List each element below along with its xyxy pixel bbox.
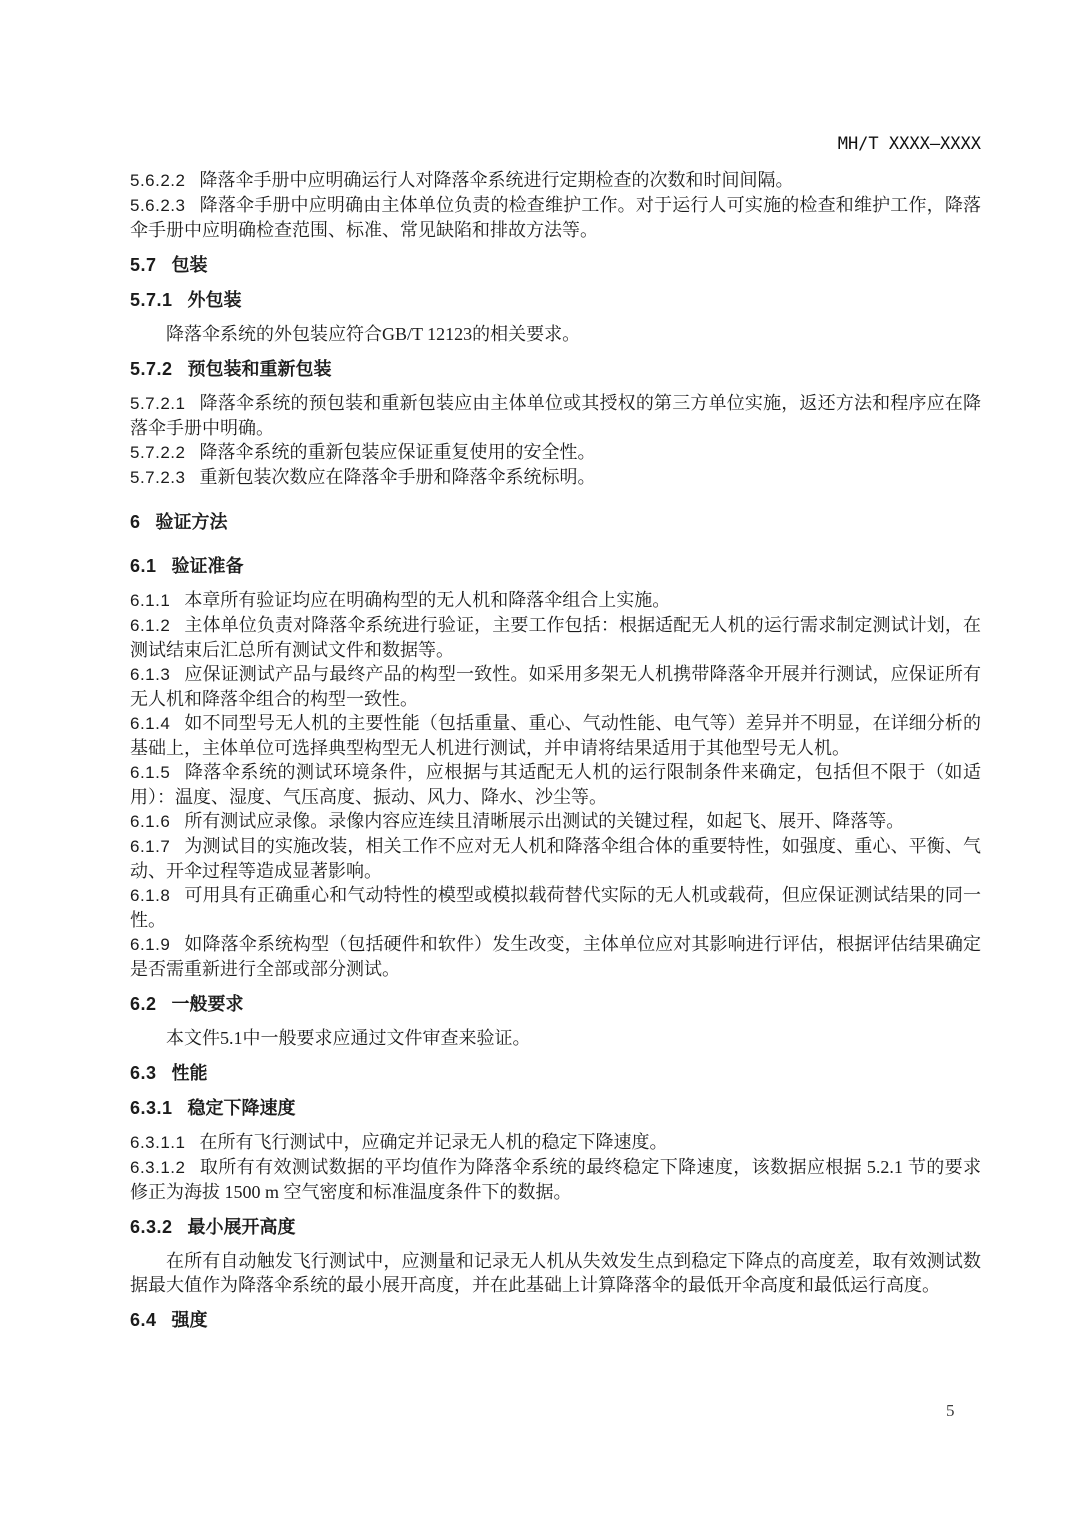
heading-number: 5.7 (130, 255, 157, 275)
clause-paragraph (130, 465, 981, 490)
clause-number: 6.1.2 (130, 616, 171, 635)
section-heading (130, 1096, 981, 1120)
clause-paragraph (130, 193, 981, 242)
heading-title: 包装 (171, 255, 208, 275)
body-paragraph: 在所有自动触发飞行测试中，应测量和记录无人机从失效发生点到稳定下降点的高度差，取有效测试数据最大值作为降落伞系统的最小展开高度，并在此基础上计算降落伞的最低开伞高度和最低运行高度。 (130, 1251, 981, 1295)
clause-number: 6.1.1 (130, 591, 171, 610)
section-heading (130, 1061, 981, 1085)
heading-number: 6.1 (130, 556, 157, 576)
clause-text: 如降落伞系统构型（包括硬件和软件）发生改变，主体单位应对其影响进行评估，根据评估结果确定是否需重新进行全部或部分测试。 (130, 934, 981, 979)
clause-number: 6.1.9 (130, 935, 171, 954)
doc-code-header: MH/T XXXX—XXXX (837, 134, 981, 154)
heading-number: 6 (130, 512, 141, 532)
clause-paragraph (130, 168, 981, 193)
clause-text: 降落伞系统的测试环境条件，应根据与其适配无人机的运行限制条件来确定，包括但不限于（如适用）：温度、湿度、气压高度、振动、风力、降水、沙尘等。 (130, 762, 981, 807)
heading-number: 6.4 (130, 1310, 157, 1330)
clause-number: 5.6.2.2 (130, 171, 186, 190)
clause-number: 6.3.1.2 (130, 1158, 186, 1177)
heading-title: 验证准备 (171, 556, 244, 576)
page-number: 5 (946, 1401, 955, 1420)
heading-title: 预包装和重新包装 (187, 359, 332, 379)
clause-paragraph (130, 711, 981, 760)
clause-text: 为测试目的实施改装，相关工作不应对无人机和降落伞组合体的重要特性，如强度、重心、平衡、气动、开伞过程等造成显著影响。 (130, 836, 981, 881)
heading-number: 6.3.2 (130, 1217, 173, 1237)
clause-text: 重新包装次数应在降落伞手册和降落伞系统标明。 (199, 467, 596, 487)
section-heading (130, 554, 981, 578)
clause-text: 可用具有正确重心和气动特性的模型或模拟载荷替代实际的无人机或载荷，但应保证测试结果的同一性。 (130, 885, 981, 930)
section-heading (130, 357, 981, 381)
clause-text: 降落伞系统的重新包装应保证重复使用的安全性。 (199, 442, 596, 462)
clause-paragraph (130, 883, 981, 932)
section-heading (130, 1308, 981, 1332)
clause-number: 6.1.7 (130, 837, 171, 856)
clause-text: 取所有有效测试数据的平均值作为降落伞系统的最终稳定下降速度，该数据应根据 5.2.1 节的要求修正为海拔 1500 m 空气密度和标准温度条件下的数据。 (130, 1157, 981, 1202)
heading-title: 稳定下降速度 (187, 1098, 296, 1118)
clause-number: 5.7.2.1 (130, 394, 186, 413)
heading-title: 性能 (171, 1063, 208, 1083)
heading-title: 最小展开高度 (187, 1217, 296, 1237)
heading-number: 6.2 (130, 994, 157, 1014)
heading-number: 5.7.2 (130, 359, 173, 379)
clause-paragraph (130, 932, 981, 981)
clause-text: 降落伞手册中应明确运行人对降落伞系统进行定期检查的次数和时间间隔。 (199, 170, 794, 190)
clause-number: 6.1.8 (130, 886, 171, 905)
section-heading (130, 1215, 981, 1239)
chapter-heading (130, 510, 981, 534)
clause-number: 6.1.3 (130, 665, 171, 684)
clause-number: 6.1.5 (130, 763, 171, 782)
clause-text: 如不同型号无人机的主要性能（包括重量、重心、气动性能、电气等）差异并不明显，在详细分析的基础上，主体单位可选择典型构型无人机进行测试，并申请将结果适用于其他型号无人机。 (130, 713, 981, 758)
heading-title: 外包装 (187, 290, 242, 310)
heading-title: 强度 (171, 1310, 208, 1330)
clause-text: 所有测试应录像。录像内容应连续且清晰展示出测试的关键过程，如起飞、展开、降落等。 (184, 811, 905, 831)
clause-text: 应保证测试产品与最终产品的构型一致性。如采用多架无人机携带降落伞开展并行测试，应保证所有无人机和降落伞组合的构型一致性。 (130, 664, 981, 709)
heading-title: 验证方法 (155, 512, 228, 532)
clause-text: 降落伞系统的预包装和重新包装应由主体单位或其授权的第三方单位实施，返还方法和程序应在降落伞手册中明确。 (130, 393, 981, 438)
clause-paragraph (130, 1155, 981, 1204)
body-paragraph: 降落伞系统的外包装应符合GB/T 12123的相关要求。 (166, 324, 581, 344)
heading-number: 5.7.1 (130, 290, 173, 310)
heading-title: 一般要求 (171, 994, 244, 1014)
clause-paragraph (130, 1130, 981, 1155)
section-heading (130, 992, 981, 1016)
clause-number: 5.7.2.3 (130, 468, 186, 487)
clause-paragraph (130, 834, 981, 883)
heading-number: 6.3 (130, 1063, 157, 1083)
clause-number: 5.6.2.3 (130, 196, 186, 215)
clause-text: 降落伞手册中应明确由主体单位负责的检查维护工作。对于运行人可实施的检查和维护工作，降落伞手册中应明确检查范围、标准、常见缺陷和排故方法等。 (130, 195, 981, 240)
content-area (130, 168, 981, 1342)
clause-number: 6.1.4 (130, 714, 171, 733)
clause-paragraph (130, 613, 981, 662)
clause-number: 6.3.1.1 (130, 1133, 186, 1152)
clause-text: 在所有飞行测试中，应确定并记录无人机的稳定下降速度。 (199, 1132, 668, 1152)
clause-paragraph (130, 809, 981, 834)
clause-paragraph (130, 588, 981, 613)
clause-number: 6.1.6 (130, 812, 171, 831)
clause-paragraph (130, 662, 981, 711)
clause-paragraph (130, 440, 981, 465)
section-heading (130, 253, 981, 277)
clause-number: 5.7.2.2 (130, 443, 186, 462)
clause-paragraph (130, 391, 981, 440)
heading-number: 6.3.1 (130, 1098, 173, 1118)
section-heading (130, 288, 981, 312)
clause-paragraph (130, 760, 981, 809)
clause-text: 本章所有验证均应在明确构型的无人机和降落伞组合上实施。 (184, 590, 671, 610)
body-paragraph: 本文件5.1中一般要求应通过文件审查来验证。 (166, 1028, 531, 1048)
clause-text: 主体单位负责对降落伞系统进行验证，主要工作包括：根据适配无人机的运行需求制定测试计划，在测试结束后汇总所有测试文件和数据等。 (130, 615, 981, 660)
